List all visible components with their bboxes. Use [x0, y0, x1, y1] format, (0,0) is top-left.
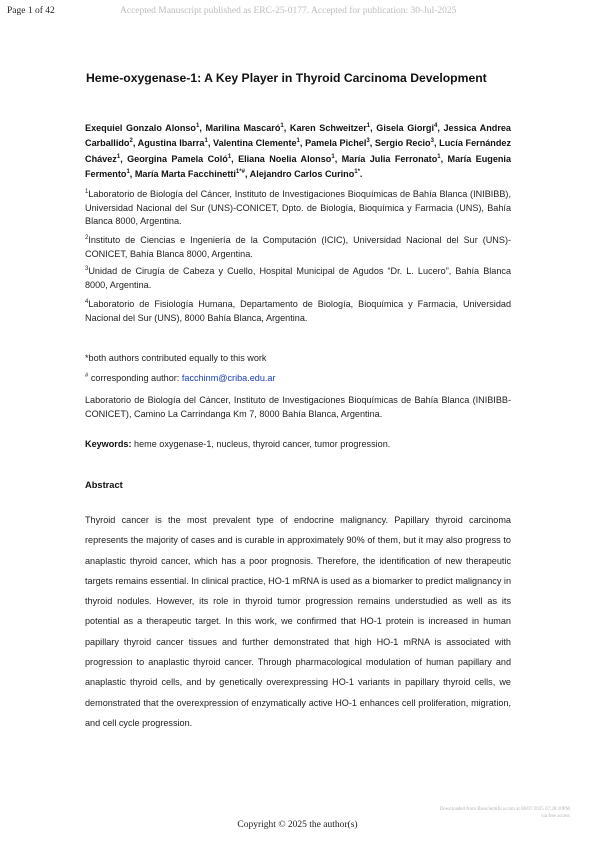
download-note-line: Downloaded from Bioscientifica.com at 08/07/2025 07:28:10PM — [439, 807, 570, 812]
author-affiliation-mark: 1 — [296, 138, 300, 145]
author-name: Georgina Pamela Coló — [127, 153, 228, 164]
affiliation-number: 2 — [85, 234, 89, 241]
download-note — [370, 807, 570, 820]
email-link[interactable]: facchinm@criba.edu.ar — [181, 373, 276, 383]
author-affiliation-mark: 1 — [126, 169, 130, 176]
author-name: María Julia Ferronato — [341, 153, 438, 164]
page-number: Page 1 of 42 — [7, 6, 55, 16]
paper-title: Heme-oxygenase-1: A Key Player in Thyroid Carcinoma Development — [86, 71, 487, 85]
keywords-text: heme oxygenase-1, nucleus, thyroid cancer, tumor progression. — [131, 439, 391, 449]
author-name: Karen Schweitzer — [289, 123, 367, 133]
affiliation-text: Unidad de Cirugía de Cabeza y Cuello, Hospital Municipal de Agudos “Dr. L. Lucero”, Bahía Blanca 8000, Argentina. — [85, 266, 511, 290]
author-name: Valentina Clemente — [213, 138, 297, 149]
author-name: Sergio Recio — [374, 138, 431, 149]
author-affiliation-mark: 4 — [434, 122, 438, 129]
author-affiliation-mark: 1* — [354, 169, 360, 176]
affiliation-4 — [85, 298, 511, 325]
author-name: Eliana Noelia Alonso — [238, 153, 332, 164]
affiliation-1 — [85, 188, 511, 229]
author-name: Pamela Pichel — [305, 138, 367, 149]
author-affiliation-mark: 1 — [366, 122, 371, 129]
affiliation-text: Laboratorio de Biología del Cáncer, Instituto de Investigaciones Bioquímicas de Bahía Blanca (INIBIBB), Universidad Nacional del Sur (UNS)-CONICET, Dpto. de Biología, Bioquímica y Farmacia (UNS), Bahía Blanca 8000, Argentina. — [85, 189, 511, 227]
corresponding-author — [85, 372, 511, 386]
author-list: Exequiel Gonzalo Alonso$^1$, Marilina Mascaró$^1$, Karen Schweitzer$^1$, Gisela Giorgi$^4$, Jessica Andrea Carballido$^2$, Agustina Ibarra$^1$, Valentina Clemente$^1$, Pamela Pichel$^3$, Sergio Recio$^3$, Lucía Fernández Chávez$^1$, Georgina Pamela Coló$^1$, Eliana Noelia Alonso$^1$, María Julia Ferronato$^1$, María Eugenia Fermento$^1$, María Marta Facchinetti$^{1*\#}$, Alejandro Carlos Curino$^{1*}$. — [85, 122, 512, 180]
author-affiliation-mark: 1 — [331, 153, 335, 160]
author-name: María Marta Facchinetti — [134, 169, 236, 180]
author-name: Alejandro Carlos Curino — [249, 169, 355, 180]
author-affiliation-mark: 1 — [280, 122, 284, 129]
equal-contribution-note: *both authors contributed equally to this work — [85, 353, 267, 363]
affiliation-number: 3 — [85, 265, 89, 272]
affiliation-number: 1 — [85, 188, 89, 195]
affiliation-2 — [85, 234, 511, 261]
corresponding-mark: # — [85, 372, 89, 379]
author-name: Agustina Ibarra — [137, 138, 205, 149]
download-note-line: via free access — [540, 813, 570, 819]
keywords-line — [85, 439, 511, 449]
author-affiliation-mark: 1 — [227, 153, 232, 160]
author-name: Exequiel Gonzalo Alonso — [85, 123, 196, 133]
author-name: Gisela Giorgi — [376, 123, 434, 133]
author-list-end: . — [359, 169, 363, 180]
affiliation-3 — [85, 265, 511, 292]
affiliation-text: Instituto de Ciencias e Ingeniería de la Computación (ICIC), Universidad Nacional del Sur (UNS)-CONICET, Bahía Blanca 8000, Argentina. — [85, 235, 511, 259]
author-name: Jessica Andrea Carballido — [85, 123, 511, 149]
author-affiliation-mark: 1 — [437, 153, 441, 160]
corresponding-affiliation: Laboratorio de Biología del Cáncer, Instituto de Investigaciones Bioquímicas de Bahía Blanca (INIBIBB-CONICET), Camino La Carrindanga Km 7, 8000 Bahía Blanca, Argentina. — [85, 395, 511, 419]
keywords-label: Keywords: — [85, 439, 132, 449]
author-affiliation-mark: 3 — [366, 138, 370, 145]
copyright-footer: Copyright © 2025 the author(s) — [237, 820, 358, 830]
author-affiliation-mark: 2 — [129, 138, 133, 145]
author-name: Marilina Mascaró — [205, 123, 281, 133]
author-name: María Eugenia Fermento — [85, 153, 512, 180]
author-affiliation-mark: 1 — [116, 153, 121, 160]
author-affiliation-mark: 3 — [430, 138, 434, 145]
corresponding-label: corresponding author: — [88, 373, 182, 383]
author-affiliation-mark: 1 — [196, 122, 200, 129]
author-name: Lucía Fernández Chávez — [85, 138, 512, 164]
abstract-heading: Abstract — [85, 480, 123, 490]
author-affiliation-mark: 1*# — [235, 169, 245, 176]
affiliation-number: 4 — [85, 298, 89, 305]
author-affiliation-mark: 1 — [204, 138, 208, 145]
abstract-body: Thyroid cancer is the most prevalent type of endocrine malignancy. Papillary thyroid carcinoma represents the majority of cases and is curable in approximately 90% of them, but it may also progress to anaplastic thyroid cancer, which has a poor prognosis. Therefore, the identification of new therapeutic targets remains essential. In clinical practice, HO-1 mRNA is used as a biomarker to predict malignancy in thyroid nodules. However, its role in thyroid tumor progression remains understudied as well as its potential as a therapeutic target. In this work, we confirmed that HO-1 protein is increased in human papillary thyroid cancer tissues and further demonstrated that high HO-1 mRNA is associated with progression to anaplastic thyroid cancer. Through pharmacological modulation of human papillary and anaplastic thyroid cells, and by genetically overexpressing HO-1 variants in papillary thyroid cells, we demonstrated that the overexpression of enzymatically active HO-1 enhances cell proliferation, migration, and cell cycle progression. — [85, 515, 511, 728]
manuscript-status: Accepted Manuscript published as ERC-25-0177. Accepted for publication: 30-Jul-2025 — [120, 6, 457, 16]
affiliation-text: Laboratorio de Fisiología Humana, Departamento de Biología, Bioquímica y Farmacia, Universidad Nacional del Sur (UNS), 8000 Bahía Blanca, Argentina. — [85, 299, 511, 323]
